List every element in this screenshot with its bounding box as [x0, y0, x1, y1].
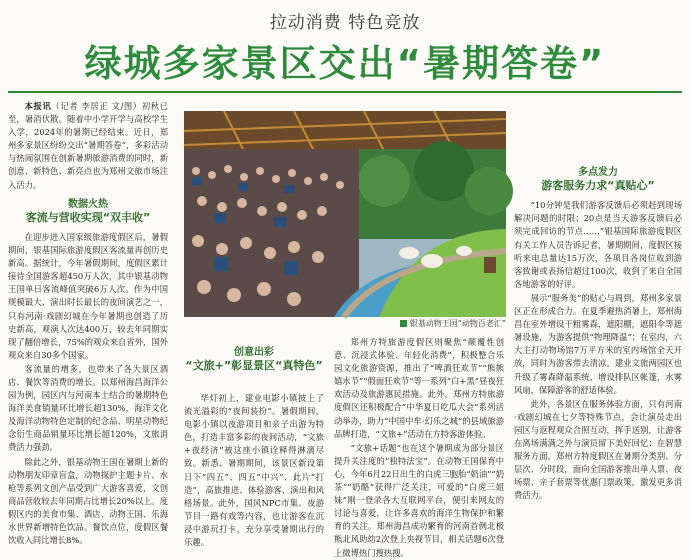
- subheading-creative: [184, 346, 324, 373]
- photo-illustration: [184, 111, 506, 317]
- headline-rule: [8, 91, 682, 93]
- photo-caption: [330, 318, 506, 329]
- subheading-creative-line2: “文旅+”彰显景区“真特色”: [185, 359, 323, 372]
- paragraph: “文旅+话题”也在这个暑期成为部分景区提升关注度的“独特法宝”。在动物王国保育中心，今年6月22日出生的白虎三胞胎“奶油”“奶茶”“奶酪”获得广泛关注，可爱的“白虎三姐妹”刚一登录各大互联网平台，便引来网友的讨论与喜爱，让许多喜欢的海洋生物保护和繁育的关注。郑州海昌成功繁育的河南首例北极熊北风助幼2次登上央视节目，相关话题6次登上微博热门搜热搜。: [334, 442, 504, 558]
- subheading-service: [514, 166, 682, 193]
- lead-text: 初秋已至，暑消伏散。随着中小学开学与高校学生入学，2024年的暑期已经结束。近日，郑州多家景区纷纷交出“暑期答卷”，多彩活动与热闹氛围在创新暑期旅游消费的同时，新创意、新特色、新亮点也为郑州文旅市场注入活力。: [8, 101, 168, 190]
- paragraph: 在迎步进入国家级旅游度假区后，暑假期间，银基国际旅游度假区客流量再创历史新高。据统计，今年暑假期间，度假区累计接待全国游客超450万人次，其中银基动物王国单日客流峰值突破6万人次。作为中国规模最大、演出时长最长的夜间演艺之一，只有河南·戏剧幻城在今年暑期也创造了历史新高，观演人次达400万，较去年同期实现了翻倍增长，75%的观众来自省外，国外观众来自30多个国家。: [8, 231, 168, 360]
- subheading-data: [8, 198, 168, 225]
- paragraph: 展示“服务美”的贴心与周到，郑州多家景区正在形成合力。在夏季避热消暑上，郑州海昌在室外增设干粗雾森，遮阳棚，遮阳伞等遮暑设施，为游客提供“物理降温”；在室内，六大主打动物场馆7万平方米的室内场馆全天开放，同时为游客带去清凉。建业文旅两园区也升级了雾森降温系统、增设排队区帐篷，水雾风扇，保障游客的舒适体验。: [514, 292, 682, 395]
- subheading-data-line1: 数据火热: [68, 198, 108, 210]
- caption-marker: [400, 320, 407, 327]
- lead-byline: （记者 李居正 文/图）: [51, 101, 142, 111]
- lead-label: 本报讯: [24, 101, 52, 111]
- subheading-data-line2: 客流与营收实现“双丰收”: [25, 210, 151, 224]
- paragraph: 客流量的增多，也带来了各大景区酒店、餐饮等消费的增长。以郑州海昌海洋公园为例，园区内与河南本土结合的暑期特色海洋美食销量环比增长超130%，海洋文化及海洋动物特色定制的纪念品、明星动物纪念衍生商品销量环比增长超120%，文旅消费活力强劲。: [8, 363, 168, 453]
- paragraph: “10分钟是我们游客反馈后必须赶到现场解决问题的时限；20点是当天游客反馈后必须完成回访的节点……”银基国际旅游度假区有关工作人员告诉记者，暑期期间，度假区接听来电总量达15万次，各项目各岗位收到游客致谢或表扬信超过100次，收到了来自全国各地游客的好评。: [514, 200, 682, 289]
- kicker-subtitle: 拉动消费 特色竞放: [269, 13, 421, 33]
- column-2-top: [184, 336, 324, 384]
- lead-paragraph: [8, 100, 168, 192]
- subheading-creative-line1: 创意出彩: [234, 347, 274, 358]
- paragraph: 此外，各景区在服务体验方面，只有河南·戏剧幻城在七夕等特殊节点，会让演员走出园区与返程观众合照互动，挥手送别，让游客在离场满满之外与演员留下美好回忆；在智慧服务方面，郑州方特度假区在暑期分类别、分层次、分时段，面向全国游客推出单人票、夜场票、亲子套票等优惠门票政策，激发更多消费活力。: [514, 398, 682, 501]
- paragraph: 华灯初上，建业电影小镇披上了流光溢彩的“夜间装扮”。暑假期间，电影小镇以夜游项目和亲子出游为特色，打造丰富多彩的夜间活动，“文旅+夜经济”被这座小镇诠释得淋漓尽致。新悉、暑期期间，该景区新设第日下“四五”、四五“中兴”、此片“打造”，高旅推进、体验游客、演出和风格场景。此外，国风NPC市集、夜游节目一路有戏等内容，也让游客在沉浸中游玩打卡，充分享受暑期出行的乐趣。: [184, 393, 324, 548]
- news-photo: [184, 111, 506, 317]
- caption-text: 银基动物王国“动物百老汇”: [409, 319, 506, 328]
- column-4: [514, 100, 682, 510]
- column-1: [8, 100, 168, 546]
- subheading-service-line2: 游客服务力求“真贴心”: [541, 179, 655, 192]
- column-2: [184, 392, 324, 548]
- paragraph: 除此之外，银基动物王国在暑期上新的动物朋友印章盲盒，动物探护主题卡片、水枪等系列文创产品受到广大游客喜爱，文创商品营收较去年同期占比增长20%以上。度假区内的美食市集、酒店、动物王国、乐海水世界新增特色饮品、餐饮点位，度假区餐饮收入同比增长8%。: [8, 456, 168, 546]
- subheading-service-line1: 多点发力: [578, 167, 618, 178]
- paragraph: 郑州方特旅游度假区则聚焦“颠覆性创意、沉浸式体验、年轻化消费”，积极整合乐园文化旅游资源，推出了“啤酒狂欢节”“熊熊嬉水节”“假面狂欢节”等一系列“白+黑”昼夜狂欢活动及旅游惠民措施。此外，郑州方特旅游度假区还积极配合“中华夏日吃瓜大会”系列活动举办，助力“中国中牟·幻乐之城”的县域旅游品牌打造，“文旅+”活动在方特客游体验。: [334, 337, 504, 439]
- column-3: [334, 336, 504, 558]
- headline: 绿城多家景区交出“暑期答卷”: [84, 42, 606, 85]
